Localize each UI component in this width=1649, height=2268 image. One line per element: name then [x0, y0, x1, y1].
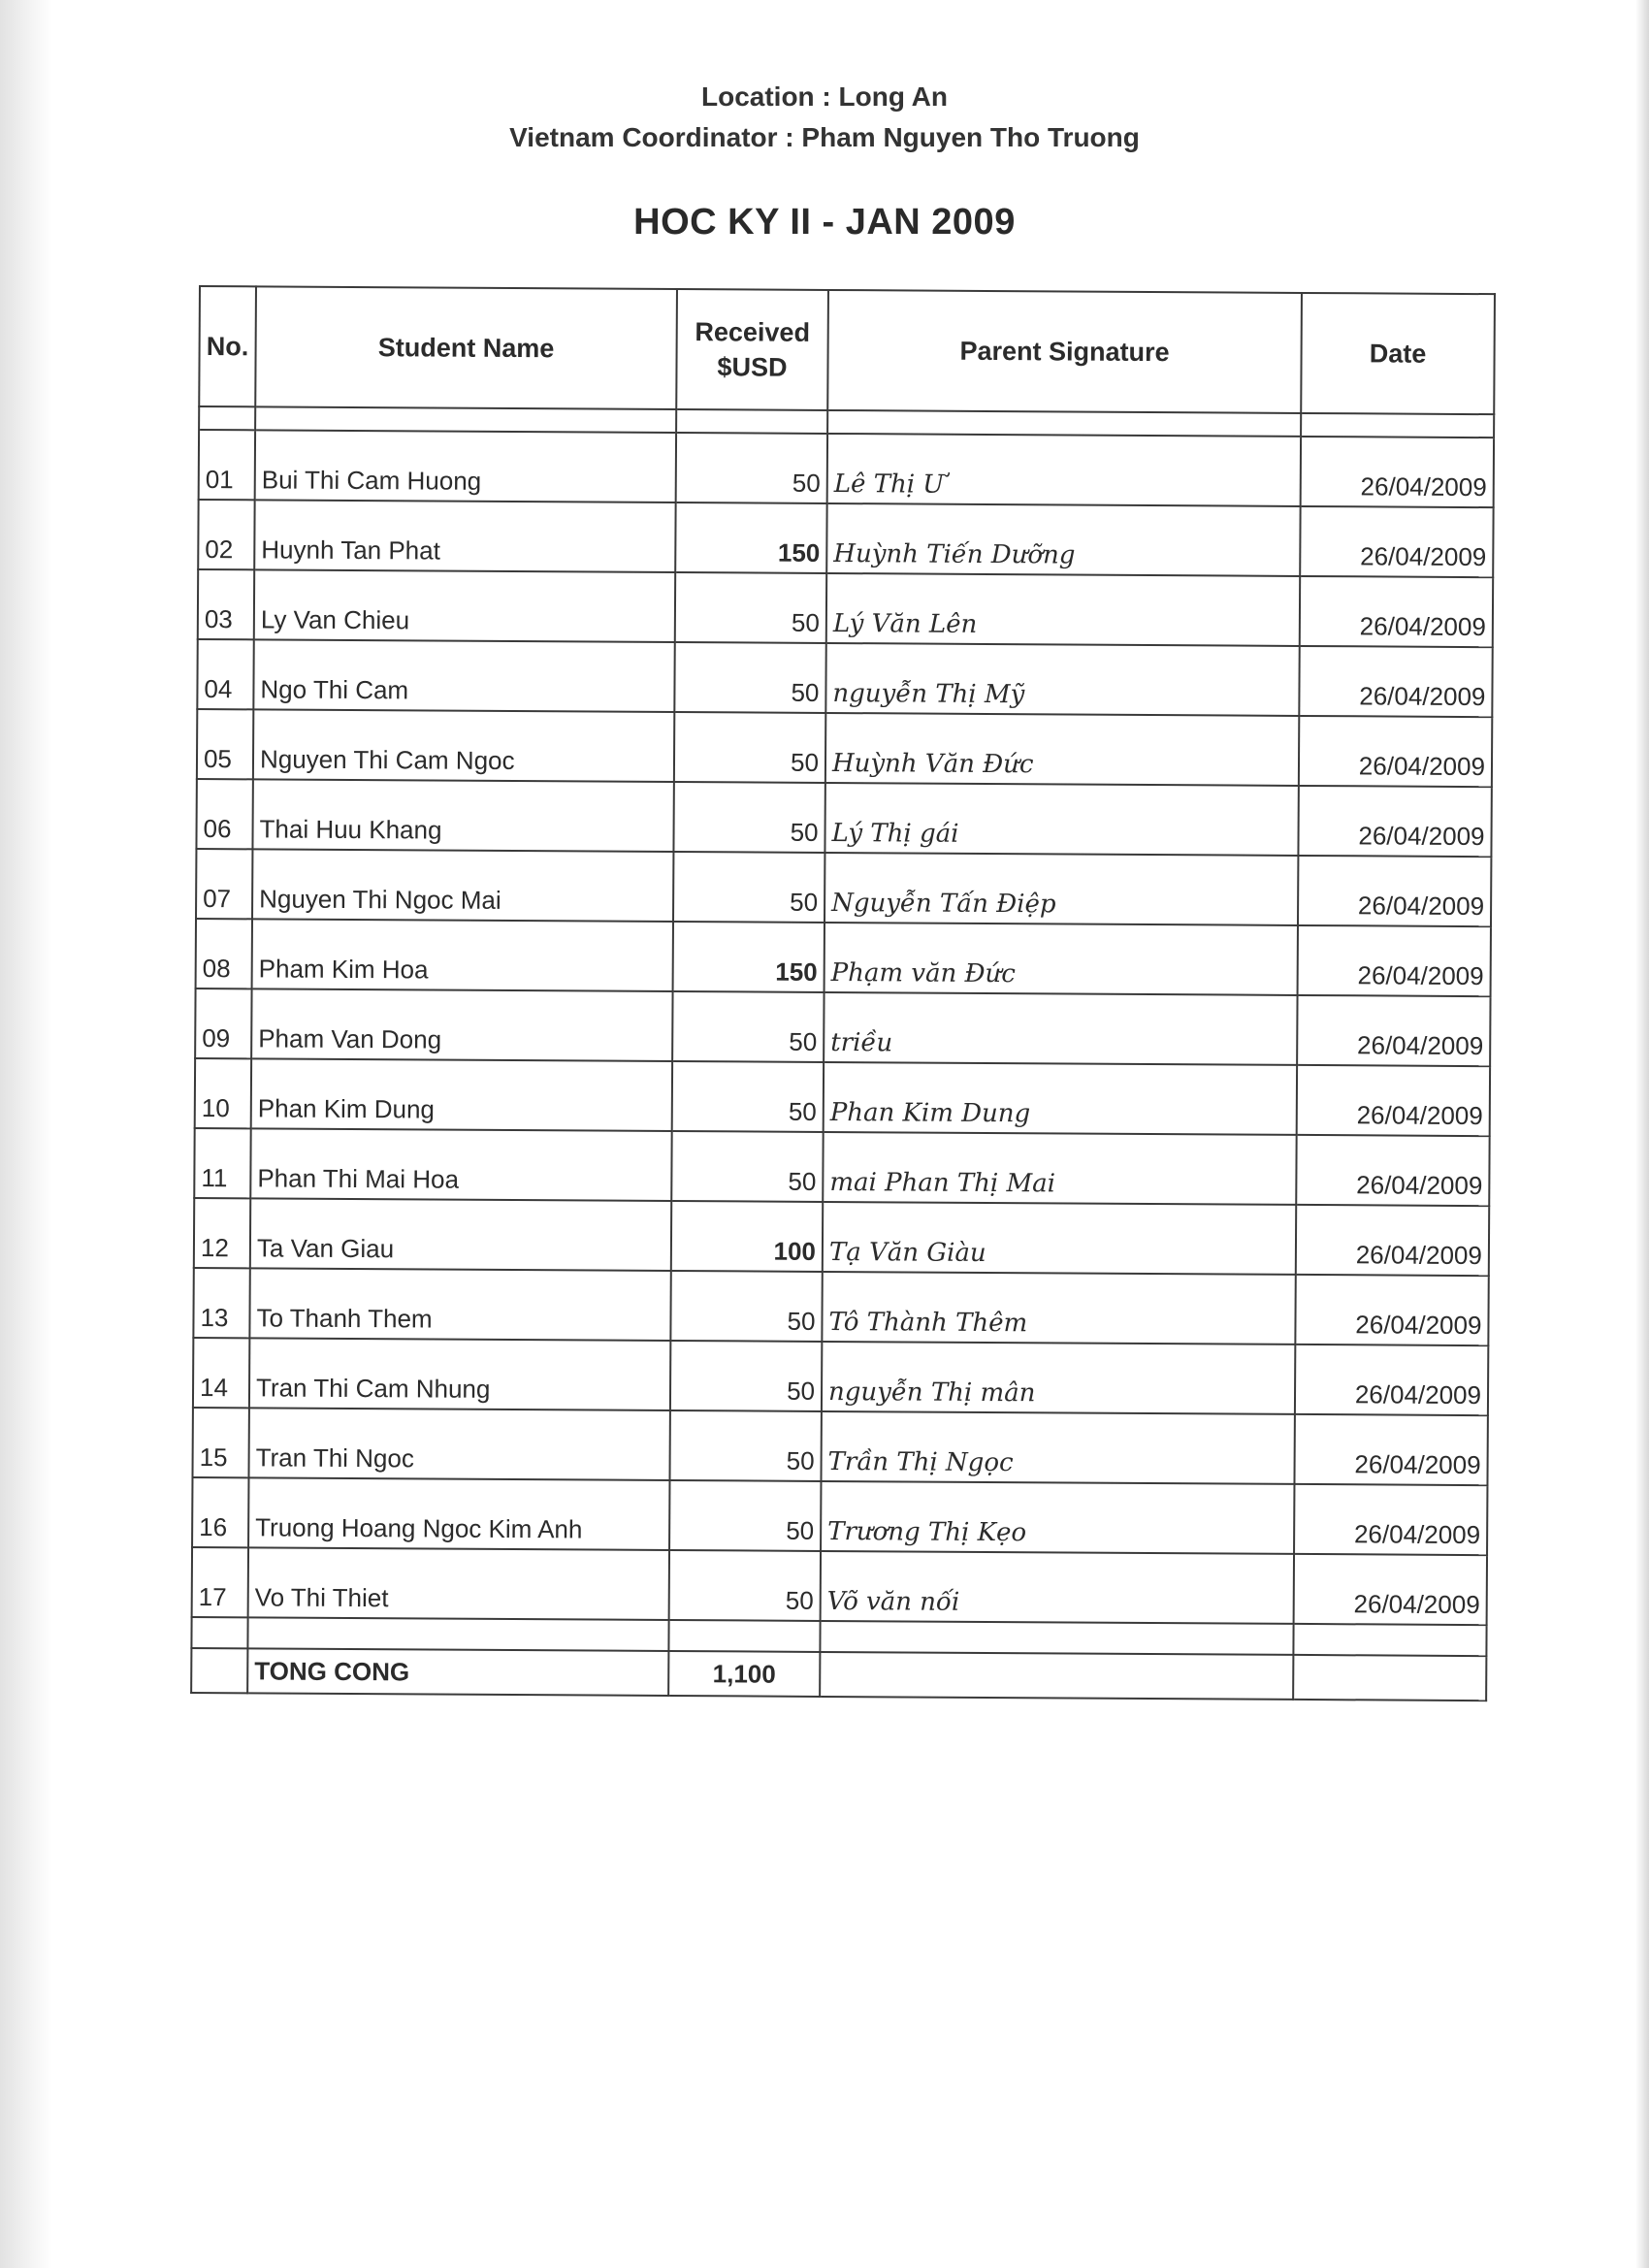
- student-name: Vo Thi Thiet: [248, 1547, 669, 1620]
- parent-signature: Tạ Văn Giàu: [823, 1202, 1296, 1275]
- date-cell: 26/04/2009: [1294, 1554, 1487, 1625]
- date-cell: 26/04/2009: [1300, 506, 1493, 577]
- student-name: Ngo Thi Cam: [253, 639, 674, 712]
- student-name: Truong Hoang Ngoc Kim Anh: [248, 1477, 669, 1550]
- row-number: 05: [197, 709, 253, 779]
- date-cell: 26/04/2009: [1298, 786, 1491, 857]
- table-row: [199, 430, 1494, 507]
- row-number: 04: [197, 639, 253, 709]
- scan-edge-right: [1635, 0, 1649, 2268]
- student-name: Tran Thi Ngoc: [248, 1408, 669, 1480]
- parent-signature: Lý Thị gái: [824, 783, 1298, 856]
- table-row: [198, 500, 1493, 577]
- student-name: Phan Thi Mai Hoa: [250, 1128, 671, 1201]
- date-cell: 26/04/2009: [1298, 856, 1491, 926]
- received-amount: 50: [669, 1550, 821, 1621]
- table-row: [192, 1547, 1487, 1625]
- table-row: [196, 849, 1491, 926]
- header-received: [676, 289, 828, 410]
- location-line: Location : Long An: [700, 81, 949, 112]
- header-no: No.: [199, 286, 256, 406]
- scan-edge-left: [0, 0, 52, 2268]
- parent-signature: Lý Văn Lên: [826, 573, 1300, 646]
- row-number: 17: [192, 1547, 248, 1617]
- parent-signature: nguyễn Thị Mỹ: [825, 643, 1299, 716]
- table-row: [195, 988, 1490, 1066]
- parent-signature: Tô Thành Thêm: [822, 1272, 1295, 1345]
- table-row: [192, 1477, 1487, 1555]
- student-name: Bui Thi Cam Huong: [255, 430, 676, 502]
- date-cell: 26/04/2009: [1294, 1484, 1487, 1555]
- student-name: Phan Kim Dung: [251, 1058, 672, 1131]
- date-cell: 26/04/2009: [1297, 995, 1490, 1066]
- row-number: 16: [192, 1477, 248, 1547]
- parent-signature: Phạm văn Đức: [824, 923, 1298, 995]
- student-name: Thai Huu Khang: [252, 779, 673, 852]
- row-number: 15: [192, 1408, 248, 1477]
- parent-signature: mai Phan Thị Mai: [823, 1132, 1296, 1205]
- student-name: Ly Van Chieu: [254, 569, 675, 642]
- header-parent-signature: Parent Signature: [827, 290, 1302, 413]
- row-number: 08: [196, 919, 252, 988]
- received-amount: 50: [669, 1410, 821, 1481]
- student-name: Nguyen Thi Ngoc Mai: [252, 849, 673, 922]
- received-amount: 100: [671, 1201, 823, 1272]
- received-amount: 50: [673, 782, 824, 853]
- header-received-line1: Received: [695, 317, 811, 347]
- row-number: 07: [196, 849, 252, 919]
- row-number: 01: [199, 430, 255, 500]
- document-title: HOC KY II - JAN 2009: [633, 202, 1016, 243]
- table-row: [193, 1338, 1488, 1415]
- student-name: Tran Thi Cam Nhung: [249, 1338, 670, 1410]
- table-row: [192, 1408, 1487, 1485]
- row-number: 12: [194, 1198, 250, 1268]
- row-number: 14: [193, 1338, 249, 1408]
- row-number: 09: [195, 988, 251, 1058]
- total-amount: 1,100: [668, 1651, 820, 1697]
- date-cell: 26/04/2009: [1294, 1414, 1487, 1485]
- header-row: [199, 286, 1495, 414]
- date-cell: 26/04/2009: [1295, 1345, 1488, 1415]
- received-amount: 50: [669, 1480, 821, 1551]
- row-number: 02: [198, 500, 254, 569]
- received-amount: 150: [675, 502, 826, 573]
- parent-signature: Lê Thị Ư: [827, 434, 1301, 506]
- parent-signature: Võ văn nối: [821, 1551, 1294, 1624]
- date-cell: 26/04/2009: [1299, 716, 1492, 787]
- date-cell: 26/04/2009: [1299, 646, 1492, 717]
- header-student-name: Student Name: [255, 286, 677, 409]
- received-amount: 50: [672, 991, 824, 1062]
- student-name: Huynh Tan Phat: [254, 500, 675, 572]
- received-amount: 50: [673, 852, 824, 923]
- received-amount: 50: [674, 642, 825, 713]
- table-row: [197, 639, 1492, 717]
- table-row: [196, 779, 1491, 857]
- payment-table: [190, 285, 1496, 1701]
- table-row: [198, 569, 1493, 647]
- total-label: TONG CONG: [247, 1648, 668, 1696]
- student-name: Pham Kim Hoa: [252, 919, 673, 991]
- parent-signature: Trương Thị Kẹo: [821, 1481, 1294, 1554]
- header-date: Date: [1301, 293, 1495, 414]
- received-amount: 50: [671, 1131, 823, 1202]
- parent-signature: triều: [824, 992, 1297, 1065]
- date-cell: 26/04/2009: [1295, 1275, 1488, 1345]
- parent-signature: Trần Thị Ngọc: [821, 1411, 1294, 1484]
- table-row: [194, 1198, 1489, 1276]
- received-amount: 150: [673, 922, 824, 992]
- student-name: Pham Van Dong: [251, 988, 672, 1061]
- parent-signature: Huỳnh Văn Đức: [825, 713, 1299, 786]
- row-number: 11: [194, 1128, 250, 1198]
- table-row: [196, 919, 1491, 996]
- received-amount: 50: [672, 1061, 824, 1132]
- date-cell: 26/04/2009: [1301, 437, 1494, 507]
- header-received-line2: $USD: [717, 352, 788, 382]
- parent-signature: Nguyễn Tấn Điệp: [824, 853, 1298, 925]
- date-cell: 26/04/2009: [1298, 925, 1491, 996]
- date-cell: 26/04/2009: [1297, 1065, 1490, 1136]
- received-amount: 50: [674, 712, 825, 783]
- received-amount: 50: [670, 1341, 822, 1411]
- date-cell: 26/04/2009: [1300, 576, 1493, 647]
- row-number: 13: [193, 1268, 249, 1338]
- student-name: Ta Van Giau: [250, 1198, 671, 1271]
- table-row: [197, 709, 1492, 787]
- row-number: 03: [198, 569, 254, 639]
- received-amount: 50: [670, 1271, 822, 1342]
- coordinator-line: Vietnam Coordinator : Pham Nguyen Tho Truong: [509, 122, 1140, 152]
- received-amount: 50: [676, 433, 827, 503]
- row-number: 06: [196, 779, 252, 849]
- parent-signature: nguyễn Thị mân: [822, 1342, 1295, 1414]
- row-number: 10: [195, 1058, 251, 1128]
- parent-signature: Huỳnh Tiến Dưỡng: [826, 503, 1300, 576]
- table-row: [195, 1058, 1490, 1136]
- total-row: [191, 1648, 1486, 1701]
- date-cell: 26/04/2009: [1296, 1205, 1489, 1276]
- parent-signature: Phan Kim Dung: [824, 1062, 1297, 1135]
- table-row: [194, 1128, 1489, 1206]
- table-row: [193, 1268, 1488, 1345]
- student-name: To Thanh Them: [249, 1268, 670, 1341]
- date-cell: 26/04/2009: [1296, 1135, 1489, 1206]
- student-name: Nguyen Thi Cam Ngoc: [253, 709, 674, 782]
- received-amount: 50: [675, 572, 826, 643]
